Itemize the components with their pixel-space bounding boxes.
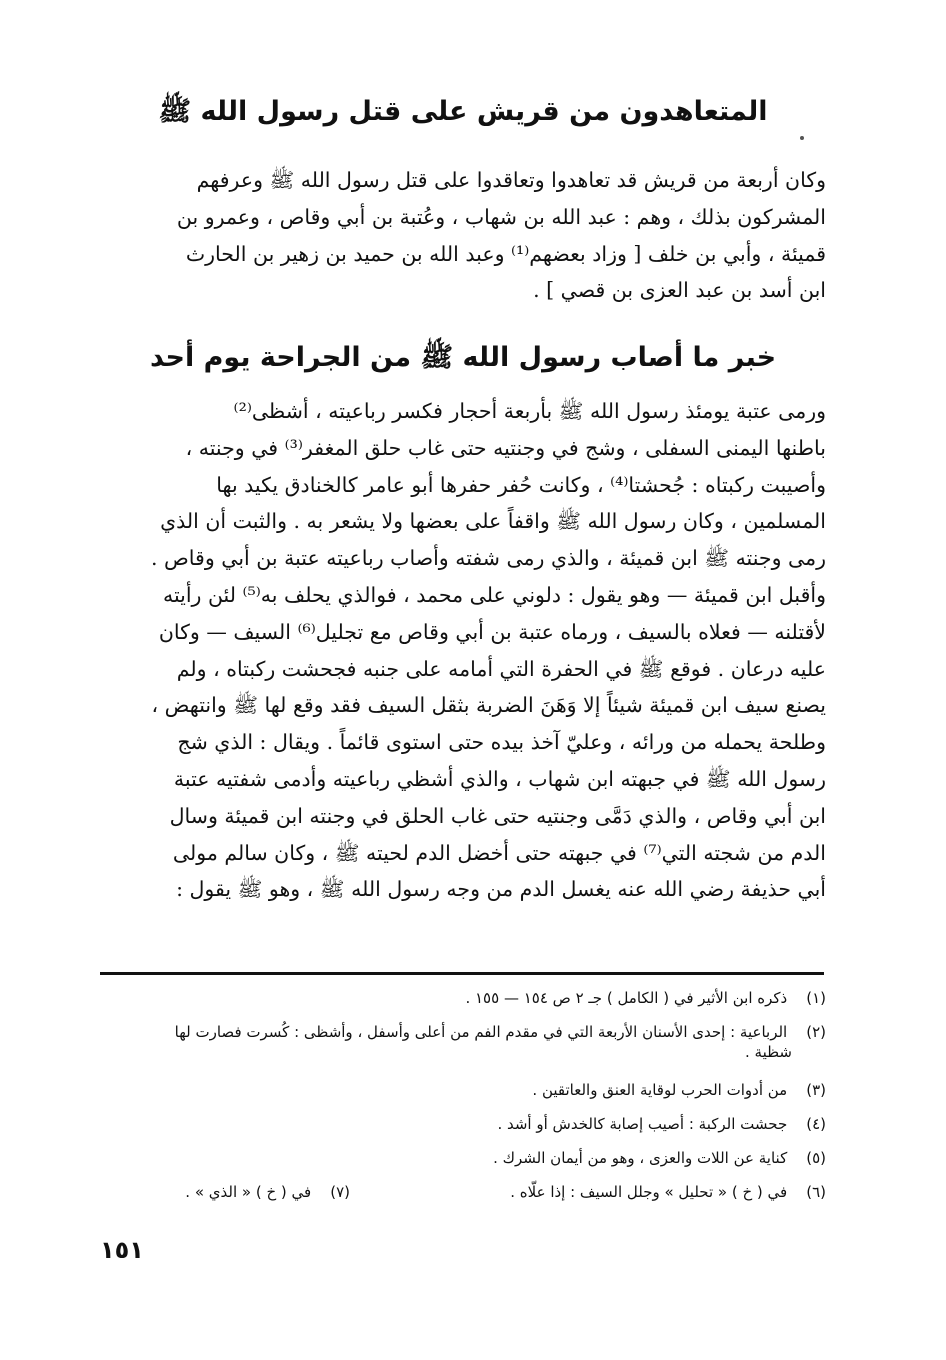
text-line: عليه درعان . فوقع ﷺ في الحفرة التي أمامه على جنبه فجحشت ركبتاه ، ولم xyxy=(176,656,826,681)
footnote-text: الرباعية : إحدى الأسنان الأربعة التي في مقدم الفم من أعلى وأسفل ، وأشظى : كُسرت فصارت لها xyxy=(174,1023,788,1041)
footnote-number: (٣) xyxy=(806,1081,826,1099)
paragraph-2 xyxy=(100,393,826,908)
footnote-text: في ( خ ) « تحليل » وجلل السيف : إذا علّاه . xyxy=(510,1183,788,1201)
footnote-5 xyxy=(100,1148,826,1168)
text-line: رمى وجنته ﷺ ابن قميئة ، والذي رمى شفته وأصاب رباعيته عتبة بن أبي وقاص . xyxy=(150,546,826,571)
text-line: ورمى عتبة يومئذ رسول الله ﷺ بأربعة أحجار فكسر رباعيته ، أشظى⁽²⁾ xyxy=(233,399,826,423)
footnote-number: (٦) xyxy=(806,1183,826,1201)
footnote-number: (١) xyxy=(806,989,826,1007)
footnote-divider xyxy=(100,972,824,975)
footnote-2 xyxy=(100,1022,826,1062)
book-page xyxy=(100,0,826,1360)
section-heading-1: المتعاهدون من قريش على قتل رسول الله ﷺ xyxy=(158,96,768,127)
text-line: وأقبل ابن قميئة — وهو يقول : دلوني على محمد ، فوالذي يحلف به⁽⁵⁾ لئن رأيته xyxy=(162,582,826,607)
text-line: وأصيبت ركبتاه : جُحشتا⁽⁴⁾ ، وكانت حُفر حفرها أبو عامر كالخنادق يكيد بها xyxy=(216,472,826,497)
text-line: أبي حذيفة رضي الله عنه يغسل الدم من وجه رسول الله ﷺ ، وهو ﷺ يقول : xyxy=(176,877,826,902)
page-number: ١٥١ xyxy=(100,1236,144,1264)
footnote-6 xyxy=(406,1182,826,1202)
footnote-text: ذكره ابن الأثير في ( الكامل ) جـ ٢ ص ١٥٤ — ١٥٥ . xyxy=(465,989,788,1007)
text-line: ابن أبي وقاص ، والذي دَمَّى وجنتيه حتى غاب الحلق في وجنته ابن قميئة وسال xyxy=(169,803,826,828)
text-line: رسول الله ﷺ في جبهته ابن شهاب ، والذي أشظي رباعيته وأدمى شفتيه عتبة xyxy=(173,766,826,791)
footnote-text-continued: شظية . xyxy=(745,1043,792,1061)
section-heading-2: خبر ما أصاب رسول الله ﷺ من الجراحة يوم أحد xyxy=(149,342,777,373)
text-line: وكان أربعة من قريش قد تعاهدوا وتعاقدوا على قتل رسول الله ﷺ وعرفهم xyxy=(196,168,826,192)
footnote-number: (٢) xyxy=(806,1023,826,1041)
text-line: باطنها اليمنى السفلى ، وشج في وجنتيه حتى غاب حلق المغفر⁽³⁾ في وجنته ، xyxy=(185,435,826,460)
paragraph-1 xyxy=(100,162,826,309)
footnote-text: جحشت الركبة : أصيب إصابة كالخدش أو أشد . xyxy=(497,1115,788,1133)
footnote-number: (٤) xyxy=(806,1115,826,1133)
footnote-7 xyxy=(100,1182,350,1202)
footnote-text: من أدوات الحرب لوقاية العنق والعاتقين . xyxy=(532,1081,788,1099)
footnote-3 xyxy=(100,1080,826,1100)
text-line: الدم من شجته التي⁽⁷⁾ في جبهته حتى أخضل الدم لحيته ﷺ ، وكان سالم مولى xyxy=(172,840,826,865)
footnote-number: (٧) xyxy=(330,1183,350,1201)
text-line: ابن أسد بن عبد العزى بن قصي ] . xyxy=(533,278,826,303)
footnote-4 xyxy=(100,1114,826,1134)
footnote-text: في ( خ ) « الذي » . xyxy=(185,1183,312,1201)
footnote-row-6-7 xyxy=(100,1182,826,1202)
text-line: يصنع سيف ابن قميئة شيئاً إلا وَهَنَ الضربة بثقل السيف فقد وقع لها ﷺ وانتهض ، xyxy=(151,693,826,718)
text-line: لأقتلنه — فعلاه بالسيف ، ورماه عتبة بن أبي وقاص مع تجليل⁽⁶⁾ السيف — وكان xyxy=(158,619,826,644)
footnote-1 xyxy=(100,988,826,1008)
scan-speck xyxy=(800,136,804,140)
footnote-number: (٥) xyxy=(806,1149,826,1167)
footnote-text: كناية عن اللات والعزى ، وهو من أيمان الشرك . xyxy=(493,1149,788,1167)
text-line: المسلمين ، وكان رسول الله ﷺ واقفاً على بعضها ولا يشعر به . والثبت أن الذي xyxy=(160,509,826,534)
text-line: قميئة ، وأبي بن خلف [ وزاد بعضهم⁽¹⁾ وعبد الله بن حميد بن زهير بن الحارث xyxy=(185,241,826,266)
text-line: المشركون بذلك ، وهم : عبد الله بن شهاب ، وعُتبة بن أبي وقاص ، وعمرو بن xyxy=(176,204,826,229)
text-line: وطلحة يحمله من ورائه ، وعليّ آخذ بيده حتى استوى قائماً . ويقال : الذي شج xyxy=(177,730,826,755)
